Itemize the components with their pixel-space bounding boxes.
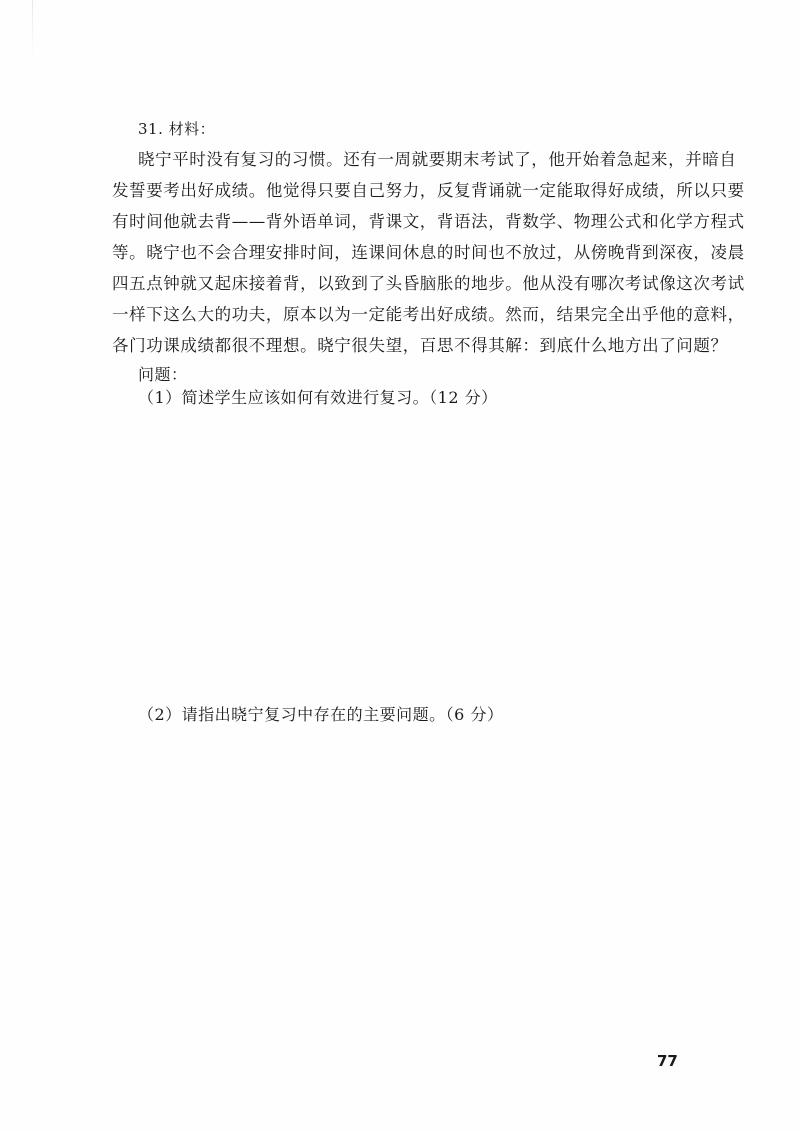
scan-edge-mark (32, 0, 33, 60)
material-line: 一样下这么大的功夫，原本以为一定能考出好成绩。然而，结果完全出乎他的意料， (112, 305, 745, 324)
sub-question-1: （1）简述学生应该如何有效进行复习。（12 分） (138, 388, 498, 407)
material-line: 各门功课成绩都很不理想。晓宁很失望，百思不得其解：到底什么地方出了问题？ (112, 336, 728, 355)
material-line: 有时间他就去背——背外语单词，背课文，背语法，背数学、物理公式和化学方程式 (112, 212, 745, 231)
material-line: 等。晓宁也不会合理安排时间，连课间休息的时间也不放过，从傍晚背到深夜，凌晨 (112, 243, 745, 262)
page-number: 77 (657, 1052, 678, 1070)
material-line: 发誓要考出好成绩。他觉得只要自己努力，反复背诵就一定能取得好成绩，所以只要 (112, 181, 745, 200)
sub-question-2: （2）请指出晓宁复习中存在的主要问题。（6 分） (138, 705, 504, 724)
material-line: 晓宁平时没有复习的习惯。还有一周就要期末考试了，他开始着急起来，并暗自 (138, 150, 737, 169)
problem-label: 问题： (138, 365, 188, 384)
question-number-label: 31. 材料： (138, 120, 216, 138)
material-line: 四五点钟就又起床接着背，以致到了头昏脑胀的地步。他从没有哪次考试像这次考试 (112, 274, 745, 293)
